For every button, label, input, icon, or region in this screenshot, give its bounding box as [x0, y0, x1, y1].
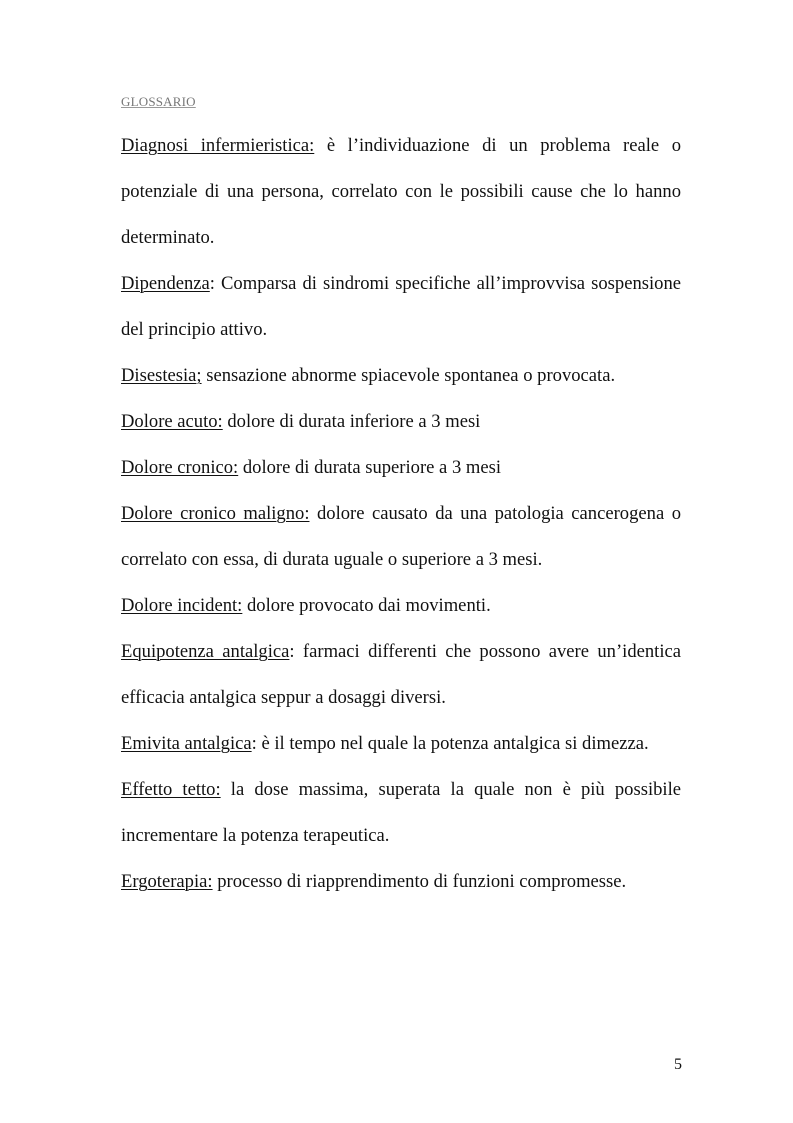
glossary-definition: dolore di durata inferiore a 3 mesi [222, 411, 481, 432]
glossary-term: Dolore acuto: [121, 411, 223, 432]
glossary-term: Emivita antalgica [121, 733, 252, 754]
glossary-definition: : Comparsa di sindromi specifiche all’improvvisa sospensione del principio attivo. [121, 273, 681, 340]
section-label: GLOSSARIO [121, 94, 196, 109]
glossary-entry-dolore-cronico-maligno [121, 491, 681, 583]
glossary-entry-effetto-tetto [121, 767, 681, 859]
glossary-term: Disestesia; [121, 365, 202, 386]
glossary-entry-dolore-incident [121, 583, 681, 629]
glossary-definition: dolore causato da una patologia cancerogena o correlato con essa, di durata uguale o superiore a 3 mesi. [121, 503, 681, 570]
glossary-term: Diagnosi infermieristica: [121, 135, 315, 156]
glossary-entry-disestesia [121, 353, 681, 399]
glossary-entry-equipotenza-antalgica [121, 629, 681, 721]
glossary-definition: dolore di durata superiore a 3 mesi [238, 457, 502, 478]
glossary-term: Ergoterapia: [121, 871, 213, 892]
glossary-term: Dolore cronico maligno: [121, 503, 310, 524]
glossary-definition: è l’individuazione di un problema reale o potenziale di una persona, correlato con le possibili cause che lo hanno determinato. [121, 135, 681, 248]
glossary-term: Dipendenza [121, 273, 210, 294]
glossary-entry-emivita-antalgica [121, 721, 681, 767]
glossary-entry-dolore-acuto [121, 399, 681, 445]
glossary-entry-dipendenza [121, 261, 681, 353]
glossary-term: Dolore incident: [121, 595, 243, 616]
glossary-entry-diagnosi-infermieristica [121, 123, 681, 261]
glossary-definition: : farmaci differenti che possono avere un’identica efficacia antalgica seppur a dosaggi diversi. [121, 641, 681, 708]
glossary-definition: dolore provocato dai movimenti. [242, 595, 491, 616]
glossary-definition: la dose massima, superata la quale non è più possibile incrementare la potenza terapeutica. [121, 779, 681, 846]
glossary-entry-dolore-cronico [121, 445, 681, 491]
glossary-definition: : è il tempo nel quale la potenza antalgica si dimezza. [251, 733, 649, 754]
glossary-term: Equipotenza antalgica [121, 641, 290, 662]
glossary-definition: processo di riapprendimento di funzioni compromesse. [212, 871, 627, 892]
glossary-entry-ergoterapia [121, 859, 681, 905]
glossary-term: Effetto tetto: [121, 779, 221, 800]
glossary-term: Dolore cronico: [121, 457, 239, 478]
page-number: 5 [674, 1056, 682, 1073]
glossary-list [121, 123, 681, 905]
glossary-definition: sensazione abnorme spiacevole spontanea o provocata. [201, 365, 616, 386]
